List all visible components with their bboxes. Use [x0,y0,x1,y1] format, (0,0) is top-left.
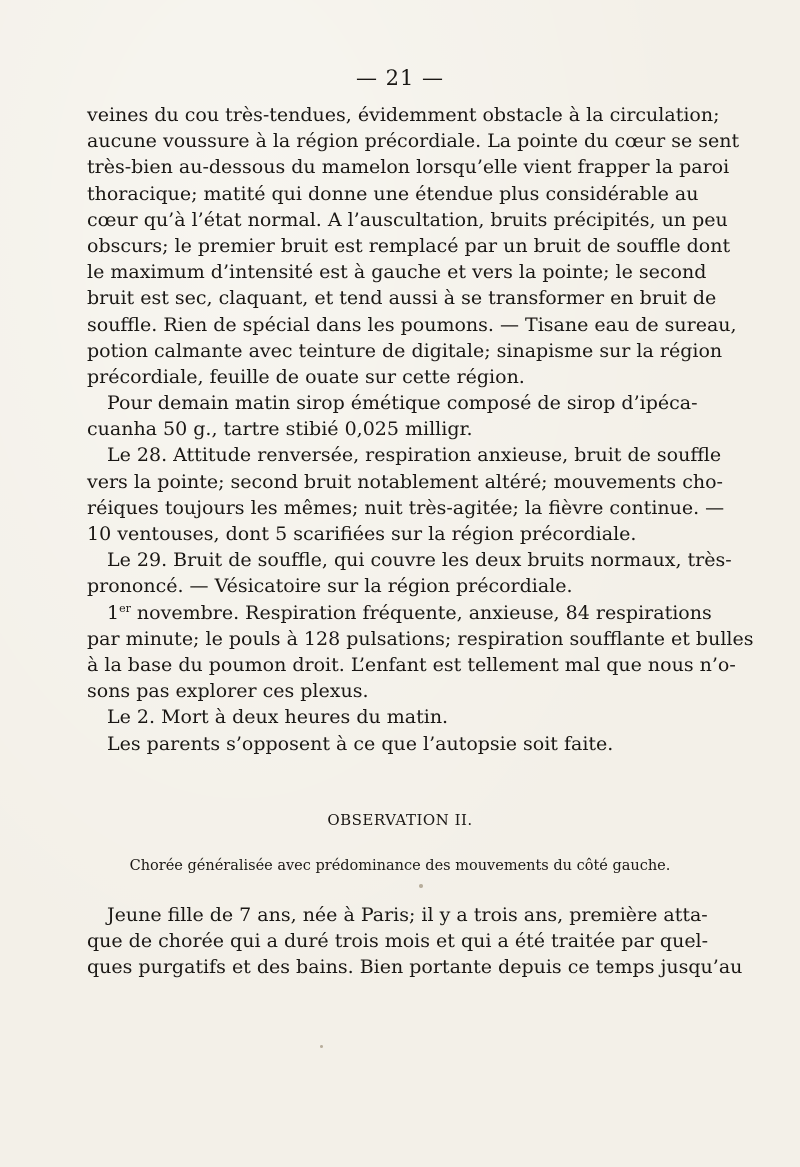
text-line: Le 2. Mort à deux heures du matin. [107,706,449,729]
text-line: Le 29. Bruit de souffle, qui couvre les deux bruits normaux, très- [107,549,732,572]
text-line: cœur qu’à l’état normal. A l’auscultation, bruits précipités, un peu [87,208,728,231]
text-line: réiques toujours les mêmes; nuit très-agitée; la fièvre continue. — [87,496,725,519]
text-line: obscurs; le premier bruit est remplacé par un bruit de souffle dont [87,234,731,257]
observation-subtitle: Chorée généralisée avec prédominance des mouvements du côté gauche. [129,858,671,874]
line-text: novembre. Respiration fréquente, anxieuse, 84 respirations [130,601,712,624]
text-line: Pour demain matin sirop émétique composé de sirop d’ipéca- [107,392,698,415]
text-line: thoracique; matité qui donne une étendue plus considérable au [87,182,699,205]
text-line: 10 ventouses, dont 5 scarifiées sur la région précordiale. [87,523,637,545]
text-line: vers la pointe; second bruit notablement altéré; mouvements cho- [87,470,723,493]
text-line: Les parents s’opposent à ce que l’autopsie soit faite. [107,732,614,755]
case-notes-paragraph [87,102,754,757]
text-line: que de chorée qui a duré trois mois et qui a été traitée par quel- [87,930,709,953]
paper-speck [419,884,423,888]
text-line: potion calmante avec teinture de digitale; sinapisme sur la région [87,339,723,362]
text-line [87,600,712,626]
text-line: sons pas explorer ces plexus. [87,680,369,703]
observation-paragraph [87,902,743,981]
text-line: aucune voussure à la région précordiale. La pointe du cœur se sent [87,130,740,153]
text-line: Jeune fille de 7 ans, née à Paris; il y a trois ans, première atta- [107,904,708,926]
ordinal-superscript: er [119,601,131,615]
text-line: à la base du poumon droit. L’enfant est tellement mal que nous n’o- [87,653,736,676]
text-line: le maximum d’intensité est à gauche et vers la pointe; le second [87,261,707,284]
text-line: très-bien au-dessous du mamelon lorsqu’elle vient frapper la paroi [87,156,730,179]
text-line: souffle. Rien de spécial dans les poumons. — Tisane eau de sureau, [87,313,737,336]
text-line: prononcé. — Vésicatoire sur la région précordiale. [87,575,573,598]
text-line: bruit est sec, claquant, et tend aussi à se transformer en bruit de [87,287,717,310]
text-line: précordiale, feuille de ouate sur cette région. [87,365,525,388]
text-line: cuanha 50 g., tartre stibié 0,025 milligr. [87,418,473,441]
observation-heading: OBSERVATION II. [327,811,473,829]
date-number: 1 [107,601,120,624]
text-line: veines du cou très-tendues, évidemment obstacle à la circulation; [87,104,720,126]
text-line: ques purgatifs et des bains. Bien portante depuis ce temps jusqu’au [87,956,743,979]
paper-speck [320,1045,323,1048]
page-number: — 21 — [355,66,445,90]
text-line: Le 28. Attitude renversée, respiration anxieuse, bruit de souffle [107,444,722,467]
text-line: par minute; le pouls à 128 pulsations; respiration soufflante et bulles [87,627,754,650]
